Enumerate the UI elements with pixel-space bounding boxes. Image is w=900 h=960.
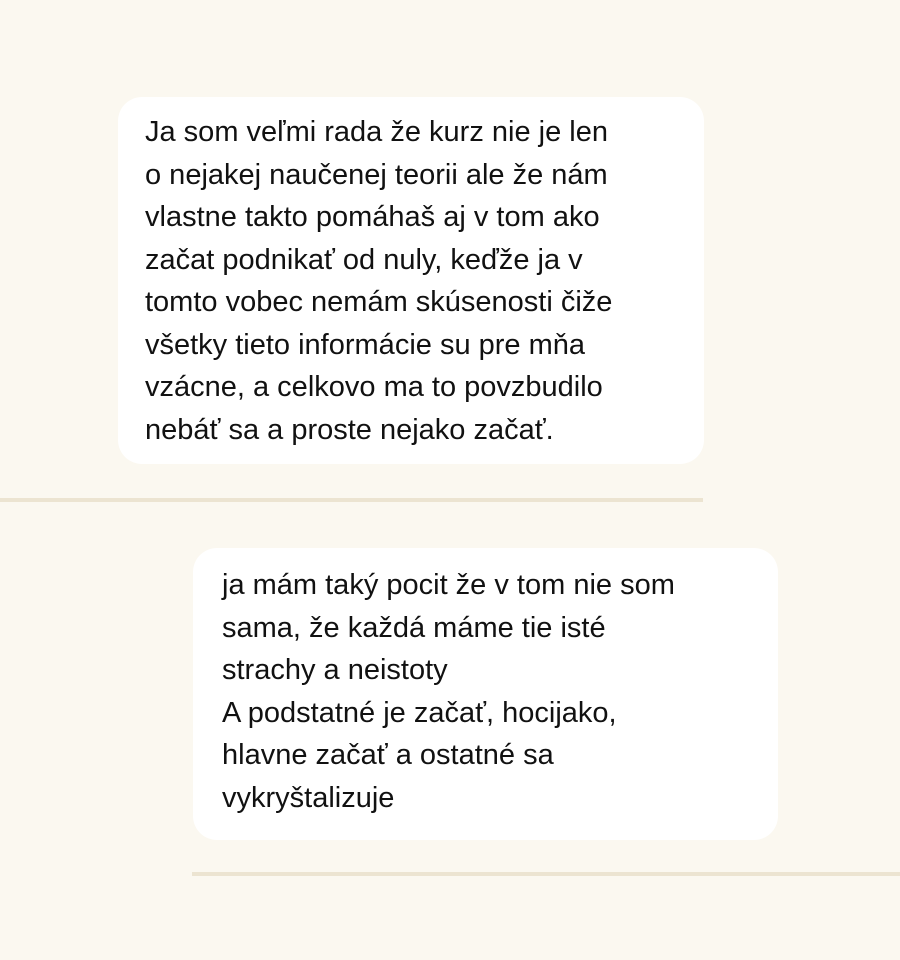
message-text-line: A podstatné je začať, hocijako,	[222, 696, 617, 729]
message-text-line: všetky tieto informácie su pre mňa	[145, 328, 586, 361]
message-text-line: vzácne, a celkovo ma to povzbudilo	[145, 371, 603, 403]
message-text-line: hlavne začať a ostatné sa	[222, 739, 554, 771]
message-text-line: strachy a neistoty	[222, 654, 448, 686]
message-text-line: vlastne takto pomáhaš aj v tom ako	[145, 201, 600, 233]
message-text-line: tomto vobec nemám skúsenosti čiže	[145, 286, 613, 318]
message-text-line: sama, že každá máme tie isté	[222, 611, 606, 644]
message-text-line: ja mám taký pocit že v tom nie som	[222, 569, 675, 601]
message-bubble	[193, 548, 778, 840]
divider-line	[0, 498, 703, 502]
divider-line	[192, 872, 900, 876]
message-text-line: Ja som veľmi rada že kurz nie je len	[145, 116, 608, 148]
message-text-line: o nejakej naučenej teorii ale že nám	[145, 158, 608, 191]
message-text-line: vykryštalizuje	[222, 781, 395, 814]
message-text-line: začat podnikať od nuly, keďže ja v	[145, 243, 583, 276]
message-text-line: nebáť sa a proste nejako začať.	[145, 413, 554, 446]
message-bubble	[118, 97, 704, 464]
